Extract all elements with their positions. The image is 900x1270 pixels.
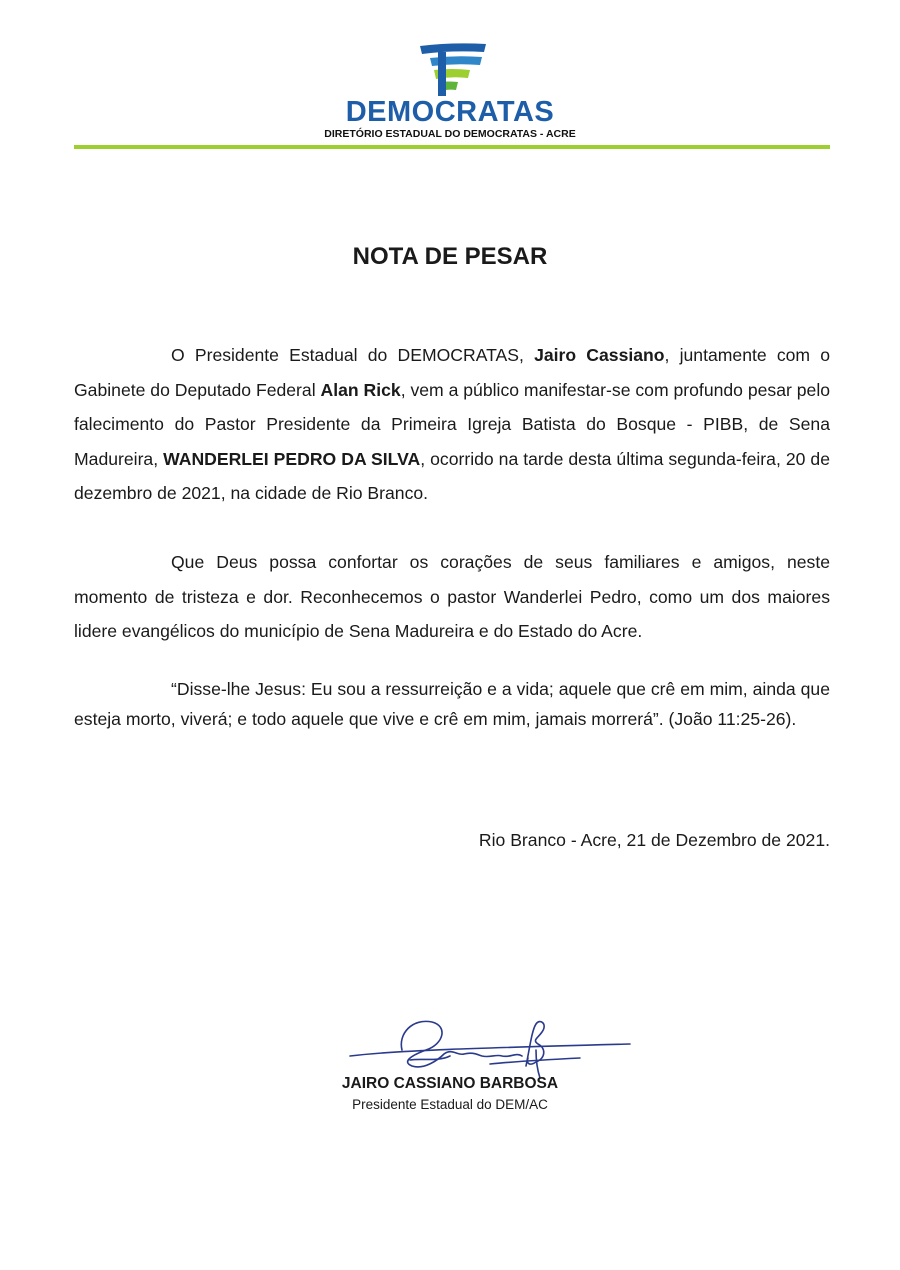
dateline: Rio Branco - Acre, 21 de Dezembro de 2021. [478, 830, 830, 850]
bold-name-alan: Alan Rick [320, 379, 401, 400]
democratas-logo-icon [412, 40, 492, 100]
paragraph-comfort: Que Deus possa confortar os corações de seus familiares e amigos, neste momento de tristeza e dor. Reconhecemos o pastor Wanderlei Pedro, como um dos maiores lidere evangélicos do município de Sena Madureira e do Estado do Acre. [74, 552, 830, 641]
paragraph-bible-quote: “Disse-lhe Jesus: Eu sou a ressurreição e a vida; aquele que crê em mim, ainda que esteja morto, viverá; e todo aquele que vive e crê em mim, jamais morrerá”. (João 11:25-26). [74, 679, 830, 729]
paragraph-condolence [74, 338, 830, 511]
paragraph-text: , vem a público manifestar-se com profundo pesar pelo falecimento do Pastor Presidente da Primeira Igreja Batista do Bosque - PIBB, de Sena Madureira, [74, 379, 831, 469]
signer-role: Presidente Estadual do DEM/AC [352, 1097, 548, 1112]
paragraph-text: , ocorrido na tarde desta última segunda-feira, 20 de dezembro de 2021, na cidade de Rio Branco. [74, 448, 830, 503]
brand-name: DEMOCRATAS [345, 96, 555, 128]
brand-subtitle: DIRETÓRIO ESTADUAL DO DEMOCRATAS - ACRE [324, 128, 576, 140]
document-title: NOTA DE PESAR [352, 243, 548, 270]
signer-name: JAIRO CASSIANO BARBOSA [341, 1075, 559, 1092]
paragraph-text: O Presidente Estadual do DEMOCRATAS, [171, 345, 535, 365]
paragraph-text: , juntamente com o Gabinete do Deputado Federal [74, 345, 831, 400]
header-divider [74, 145, 830, 149]
bold-name-wanderlei: WANDERLEI PEDRO DA SILVA [163, 448, 421, 469]
letterhead [0, 0, 900, 160]
bold-name-jairo: Jairo Cassiano [534, 345, 665, 365]
